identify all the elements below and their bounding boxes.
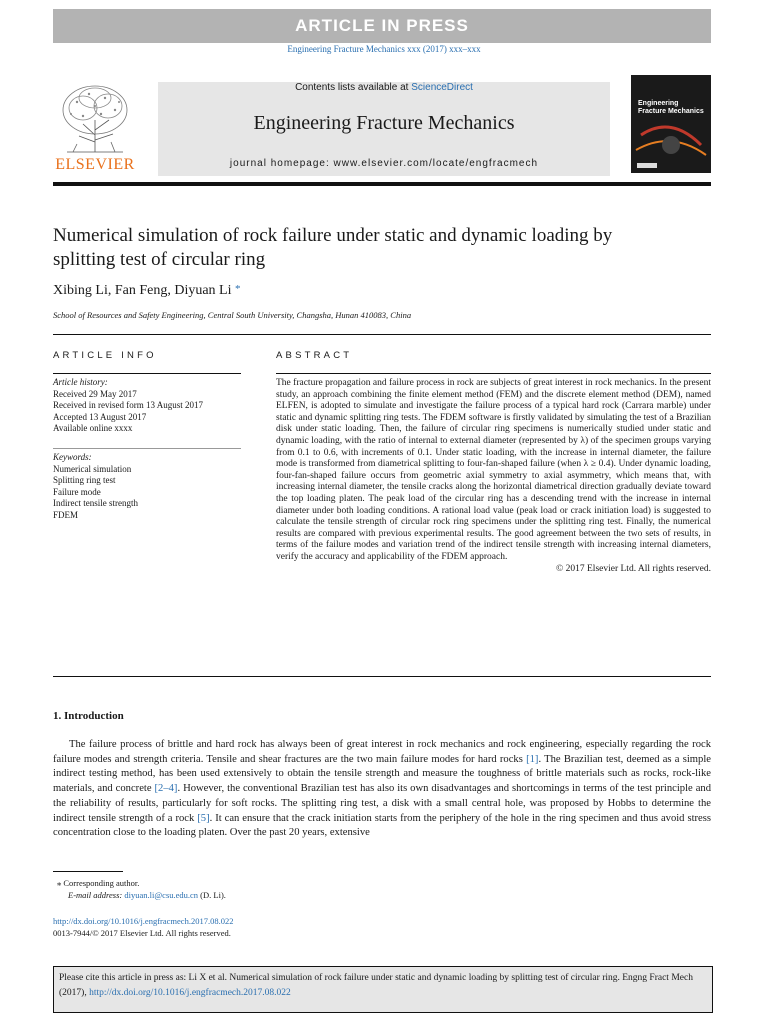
citation-link[interactable]: [2–4]: [154, 783, 178, 795]
intro-text: . The Brazilian test, deemed as a simple indirect testing method, has been used extensively to obtain the tensile strength and measure the toughness of brittle materials such as rocks, rock-like materials, and concrete: [53, 753, 711, 795]
citation-notice: [53, 966, 713, 1013]
history-item: Accepted 13 August 2017: [53, 411, 147, 422]
article-info-rule: [53, 373, 241, 374]
contents-prefix: Contents lists available at: [295, 82, 412, 93]
abstract-body: [276, 378, 711, 575]
intro-text: The failure process of brittle and hard rock has always been of great interest in rock mechanics and rock engineering, especially regarding the rock failure modes and strength criteria. Tensile and shear fractures are the two main failure modes for hard rocks: [53, 739, 711, 765]
author-list: [53, 283, 241, 299]
keyword-item: Indirect tensile strength: [53, 498, 138, 508]
email-link[interactable]: diyuan.li@csu.edu.cn: [124, 890, 199, 900]
header-divider: [53, 182, 711, 186]
affiliation: School of Resources and Safety Engineering, Central South University, Changsha, Hunan 410083, China: [53, 310, 412, 320]
history-item: Received in revised form 13 August 2017: [53, 400, 203, 410]
email-label: E-mail address:: [68, 890, 125, 900]
sciencedirect-link[interactable]: ScienceDirect: [411, 82, 473, 93]
citation-link[interactable]: [1]: [526, 753, 539, 765]
cover-title: Engineering Fracture Mechanics: [638, 100, 704, 115]
doi-link[interactable]: http://dx.doi.org/10.1016/j.engfracmech.2017.08.022: [53, 916, 234, 926]
keywords: [53, 452, 138, 521]
keywords-rule: [53, 448, 241, 449]
history-item: Received 29 May 2017: [53, 388, 137, 399]
issn-copyright: 0013-7944/© 2017 Elsevier Ltd. All rights reserved.: [53, 928, 231, 938]
journal-header: [158, 82, 610, 176]
abstract-text: The fracture propagation and failure process in rock are subjects of great interest in rock mechanics. In the present study, an approach combining the finite element method (FEM) and the discrete element method (DEM), named ELFEN, is adopted to simulate and investigate the failure process of a typical hard rock (Carrara marble) under static and dynamic splitting ring tests. The FDEM software is firstly validated by simulating the test of a Brazilian disk under static loading. Then, the failure of circular ring specimens is numerically studied under static and dynamic loading, with the ratio of internal to external diameter (represented by λ) of the specimen groups varying from 0.1 to 0.6, with increments of 0.1. Under static loading, with the increase in internal diameter, the failure mode is transformed from diametrical splitting to four-fan-shaped failure (when λ ≥ 0.4). Under dynamic loading, four-fan-shaped failure occurs from geometric axial symmetry to axial asymmetry, which means that, with increasing internal diameter, the tensile cracks along the horizontal diametrical direction gradually deviate toward the top loading platen. The peak load of the circular ring has a descending trend with the increase in internal diameter under both loading conditions. A rational load value (peak load or crack initiation load) is suggested to calculate the tensile strength of circular rock ring specimens under the splitting ring test. Finally, the numerical results are compared with previous experimental results. The good agreement between the two sets of results, in terms of the failure modes and variation trend of the indirect tensile strength with increasing internal diameters, verify the accuracy and applicability of the FDEM approach.: [276, 378, 711, 562]
article-title: Numerical simulation of rock failure under static and dynamic loading by splitting test of circular ring: [53, 225, 613, 270]
citation-link[interactable]: [5]: [197, 812, 210, 824]
footnote-divider: [53, 871, 123, 872]
keyword-item: Numerical simulation: [53, 463, 132, 474]
corresponding-author-note: ⁎ Corresponding author.: [57, 878, 140, 888]
corresponding-author-mark[interactable]: *: [235, 283, 241, 295]
intro-text: . However, the conventional Brazilian test has also its own disadvantages and shortcomings in terms of the test principle and the reliability of results, particularly for soft rocks. The splitting ring test, a disk with a small central hole, was proposed by Hobbs to determine the indirect tensile strength of a rock: [53, 783, 711, 824]
elsevier-wordmark: ELSEVIER: [55, 156, 135, 173]
citation-text: Please cite this article in press as: Li X et al. Numerical simulation of rock failure under static and dynamic loading by splitting test of circular ring. Engng Fract Mech (2017),: [59, 973, 693, 998]
abstract-divider: [53, 676, 711, 677]
keyword-item: Failure mode: [53, 486, 101, 497]
journal-homepage: journal homepage: www.elsevier.com/locate/engfracmech: [229, 158, 539, 169]
abstract-copyright: © 2017 Elsevier Ltd. All rights reserved.: [556, 563, 711, 574]
article-history: [53, 377, 203, 435]
affiliation-divider: [53, 334, 711, 335]
journal-reference-link[interactable]: Engineering Fracture Mechanics xxx (2017) xxx–xxx: [287, 44, 481, 54]
cover-art: [631, 75, 711, 173]
keyword-item: FDEM: [53, 509, 79, 520]
article-in-press-banner: ARTICLE IN PRESS: [53, 9, 711, 43]
authors-text: Xibing Li, Fan Feng, Diyuan Li: [53, 283, 232, 298]
contents-line: [158, 82, 610, 94]
introduction-paragraph: [53, 738, 711, 841]
journal-name: Engineering Fracture Mechanics: [253, 112, 515, 134]
email-suffix: (D. Li).: [198, 890, 226, 900]
history-label: Article history:: [53, 377, 108, 387]
introduction-heading: 1. Introduction: [53, 710, 124, 722]
intro-text: . It can ensure that the crack initiation starts from the periphery of the hole in the ring specimen and thus avoid stress concentration close to the loading platen. Over the past 20 years, extensive: [53, 812, 711, 839]
abstract-heading: ABSTRACT: [276, 350, 353, 361]
history-item: Available online xxxx: [53, 423, 133, 433]
abstract-rule: [276, 373, 711, 374]
keywords-label: Keywords:: [53, 452, 92, 462]
journal-cover-image: [631, 75, 711, 173]
email-line: [68, 890, 226, 901]
article-info-heading: ARTICLE INFO: [53, 350, 157, 361]
keyword-item: Splitting ring test: [53, 475, 116, 485]
citation-doi-link[interactable]: http://dx.doi.org/10.1016/j.engfracmech.2017.08.022: [89, 987, 291, 998]
